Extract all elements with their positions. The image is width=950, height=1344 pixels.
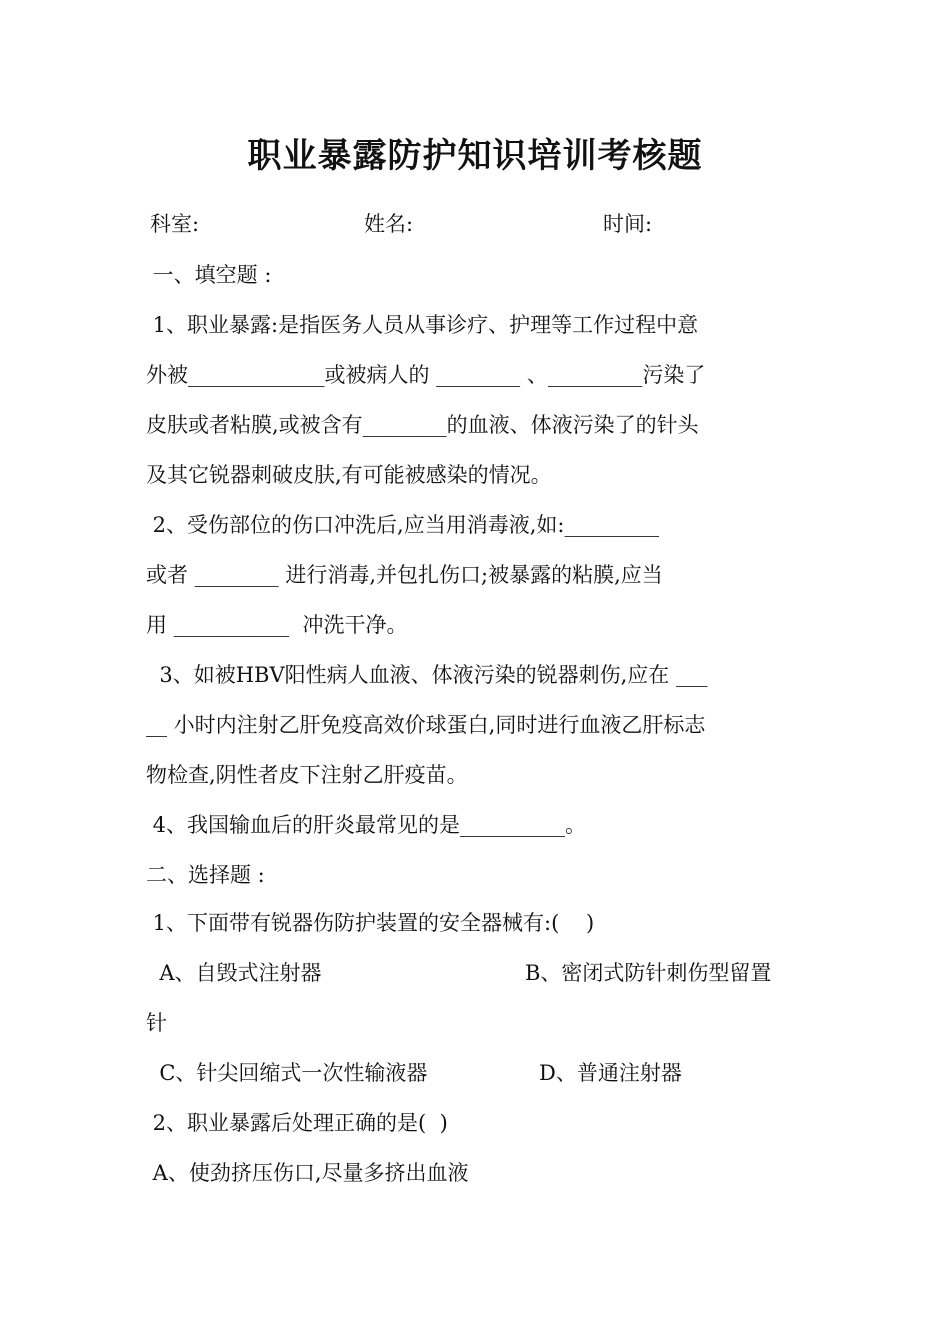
choice-option: D、普通注射器 <box>539 1061 682 1085</box>
question-text: 皮肤或者粘膜,或被含有________的血液、体液污染了的针头 <box>146 413 699 437</box>
time-label: 时间: <box>603 212 653 236</box>
question-text: 2、职业暴露后处理正确的是( ) <box>146 1111 448 1135</box>
department-label: 科室: <box>150 212 200 236</box>
document-title: 职业暴露防护知识培训考核题 <box>247 136 703 176</box>
choice-option: B、密闭式防针刺伤型留置 <box>525 961 772 985</box>
question-text: 用 ___________ 冲洗干净。 <box>146 613 408 637</box>
choice-option: A、使劲挤压伤口,尽量多挤出血液 <box>146 1161 469 1185</box>
question-text: 及其它锐器刺破皮肤,有可能被感染的情况。 <box>146 463 552 487</box>
question-text: 或者 ________ 进行消毒,并包扎伤口;被暴露的粘膜,应当 <box>146 563 663 587</box>
question-text: 4、我国输血后的肝炎最常见的是__________。 <box>146 813 587 837</box>
question-text: 外被_____________或被病人的 ________ 、_________污染了 <box>146 363 706 387</box>
question-text: 1、职业暴露:是指医务人员从事诊疗、护理等工作过程中意 <box>146 313 699 337</box>
question-text: 3、如被HBV阳性病人血液、体液污染的锐器刺伤,应在 ___ <box>146 663 708 687</box>
question-text: 1、下面带有锐器伤防护装置的安全器械有:( ) <box>146 911 595 935</box>
question-text: __ 小时内注射乙肝免疫高效价球蛋白,同时进行血液乙肝标志 <box>146 713 706 737</box>
choice-option: 针 <box>146 1011 167 1035</box>
section-heading-fill-in: 一、填空题 : <box>146 263 272 287</box>
choice-option: A、自毁式注射器 <box>146 961 322 985</box>
question-text: 物检查,阴性者皮下注射乙肝疫苗。 <box>146 763 468 787</box>
choice-option: C、针尖回缩式一次性输液器 <box>146 1061 428 1085</box>
section-heading-multiple-choice: 二、选择题 : <box>146 863 265 887</box>
question-text: 2、受伤部位的伤口冲洗后,应当用消毒液,如:_________ <box>146 513 659 537</box>
name-label: 姓名: <box>364 212 414 236</box>
